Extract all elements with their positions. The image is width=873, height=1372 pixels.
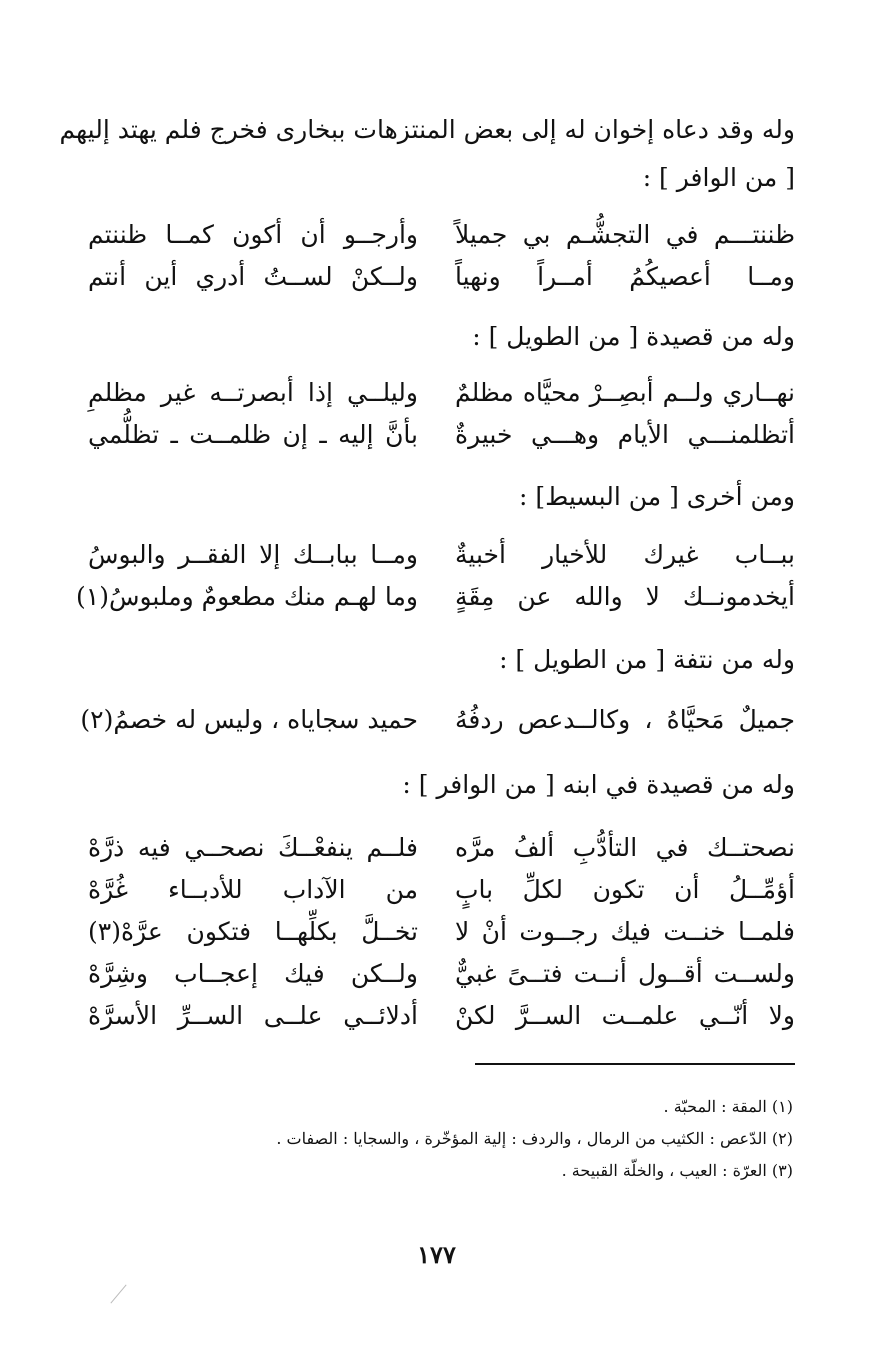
intro-line: وله من نتفة [ من الطويل ] :: [499, 645, 795, 674]
verse-line: [88, 378, 795, 422]
verse-second-hemistich: وليلــي إذا أبصرتــه غير مظلمِ: [88, 378, 418, 407]
meter-label: [ من الوافر ] :: [642, 163, 795, 192]
verse-first-hemistich: جميلٌ مَحيَّاهُ ، وكالــدعص ردفُهُ: [455, 705, 795, 734]
verse-first-hemistich: فلمــا خنــت فيك رجــوت أنْ لا: [455, 917, 795, 946]
footnote: (١) المقة : المحبّة .: [663, 1097, 793, 1116]
verse-second-hemistich: ومــا ببابــك إلا الفقــر والبوسُ: [88, 540, 418, 569]
verse-second-hemistich: تخــلَّ بكلِّهــا فتكون عرَّهْ(٣): [88, 917, 418, 946]
verse-second-hemistich: وما لهـم منك مطعومٌ وملبوسُ(١): [75, 582, 418, 611]
verse-line: [88, 220, 795, 264]
scan-mark: [110, 1284, 126, 1303]
verse-line: [88, 540, 795, 584]
verse-second-hemistich: ولــكنْ لســتُ أدري أين أنتم: [88, 262, 418, 291]
verse-first-hemistich: ظننتـــم في التجشُّـم بي جميلاً: [455, 220, 795, 249]
page-number: ١٧٧: [417, 1240, 456, 1269]
verse-second-hemistich: من الآداب للأدبــاء غُرَّهْ: [88, 875, 418, 904]
verse-line: [88, 1001, 795, 1045]
verse-line: [88, 917, 795, 961]
verse-second-hemistich: أدلائــي علــى الســرِّ الأسرَّهْ: [88, 1001, 418, 1030]
verse-line: [75, 582, 795, 626]
verse-first-hemistich: ومــا أعصيكُمُ أمــراً ونهياً: [455, 262, 795, 291]
verse-line: [88, 959, 795, 1003]
intro-line: وله وقد دعاه إخوان له إلى بعض المنتزهات ببخارى فخرج فلم يهتد إليهم: [59, 115, 795, 144]
intro-line: ومن أخرى [ من البسيط] :: [518, 482, 795, 511]
verse-line: [80, 705, 795, 749]
footnote: (٢) الدّعص : الكثيب من الرمال ، والردف : إلية المؤخّرة ، والسجايا : الصفات .: [276, 1129, 793, 1148]
footnote: (٣) العرّة : العيب ، والخلّة القبيحة .: [561, 1161, 793, 1180]
verse-first-hemistich: ولســت أقــول أنــت فتــىً غبيٌّ: [455, 959, 795, 988]
verse-first-hemistich: أؤمِّــلُ أن تكون لكلِّ بابٍ: [455, 875, 795, 904]
verse-second-hemistich: بأنَّ إليه ـ إن ظلمــت ـ تظلُّمي: [88, 420, 418, 449]
verse-first-hemistich: ببــاب غيرك للأخيار أخبيةٌ: [455, 540, 795, 569]
verse-second-hemistich: وأرجــو أن أكون كمــا ظننتم: [88, 220, 418, 249]
verse-second-hemistich: حميد سجاياه ، وليس له خصمُ(٢): [80, 705, 418, 734]
intro-line: وله من قصيدة [ من الطويل ] :: [472, 322, 795, 351]
verse-second-hemistich: فلــم ينفعْــكَ نصحــي فيه ذرَّهْ: [88, 833, 418, 862]
verse-line: [88, 833, 795, 877]
verse-first-hemistich: أيخدمونــك لا والله عن مِقَةٍ: [455, 582, 795, 611]
intro-line: وله من قصيدة في ابنه [ من الوافر ] :: [402, 770, 795, 799]
verse-second-hemistich: ولــكن فيك إعجــاب وشِرَّهْ: [88, 959, 418, 988]
verse-first-hemistich: ولا أنّــي علمــت الســرَّ لكنْ: [455, 1001, 795, 1030]
verse-line: [88, 420, 795, 464]
verse-line: [88, 262, 795, 306]
verse-first-hemistich: أتظلمنـــي الأيام وهـــي خبيرةٌ: [455, 420, 795, 449]
footnote-divider: [475, 1063, 795, 1065]
verse-line: [88, 875, 795, 919]
verse-first-hemistich: نصحتــك في التأدُّبِ ألفُ مرَّه: [455, 833, 795, 862]
verse-first-hemistich: نهــاري ولــم أبصِــرْ محيَّاه مظلمٌ: [455, 378, 795, 407]
